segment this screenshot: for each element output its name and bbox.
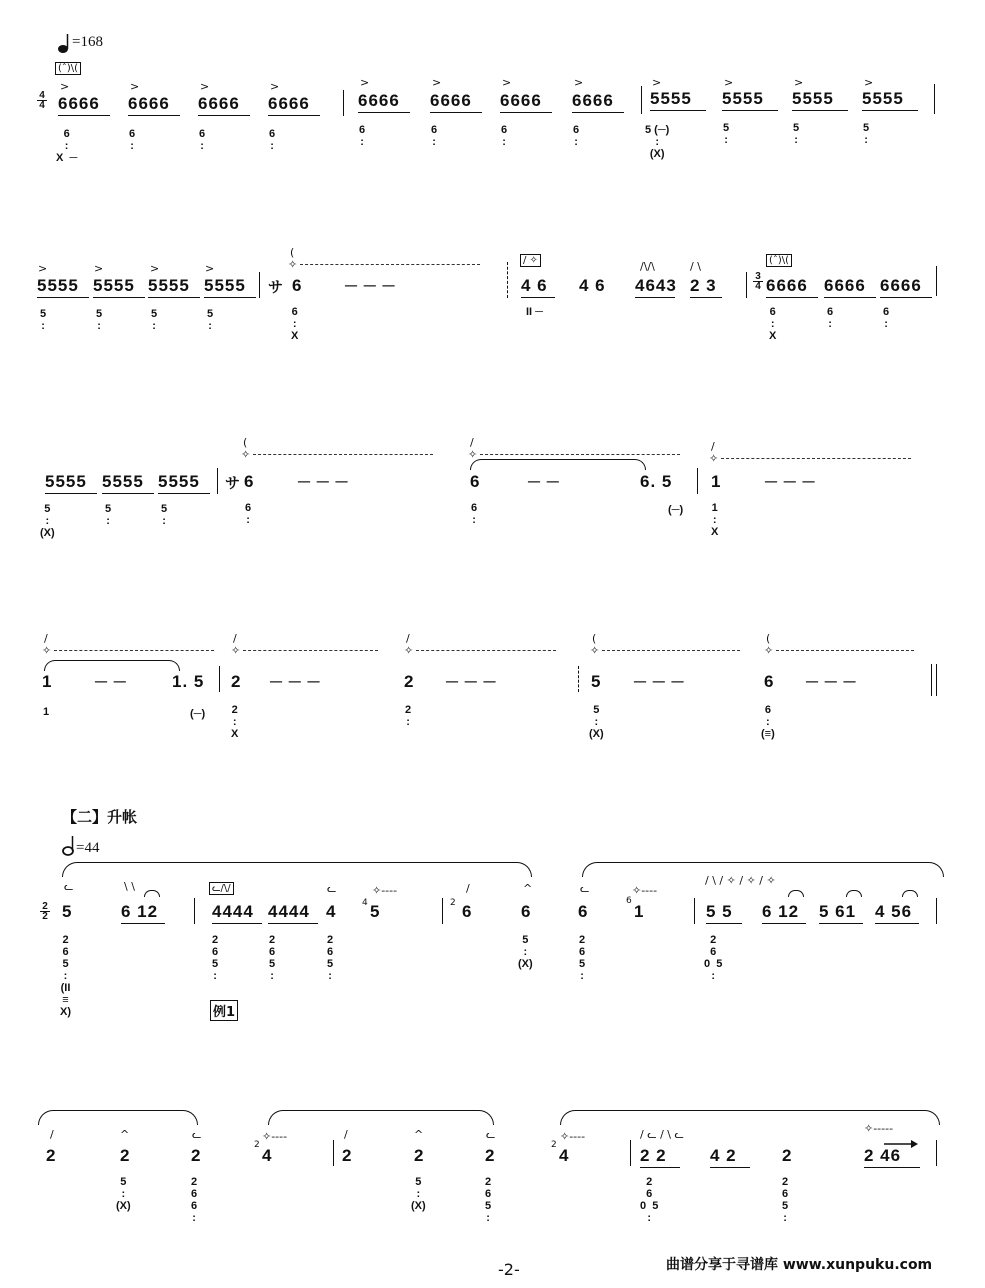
- free-meter-mark: サ: [268, 279, 285, 296]
- long-note: 5: [591, 672, 602, 691]
- arrow-icon: [884, 1134, 918, 1144]
- long-note: 6: [244, 472, 255, 491]
- articulation-mark: /\/\: [640, 260, 655, 273]
- dotted-extension: [416, 650, 556, 651]
- slur: [62, 862, 532, 877]
- bass-note: 2 6 5 :: [579, 934, 586, 982]
- articulation-mark: ^: [414, 1128, 424, 1141]
- star-mark: ✧: [404, 644, 414, 657]
- free-meter-mark: サ: [225, 475, 242, 492]
- note: 2: [120, 1146, 131, 1165]
- accent-mark: >: [864, 76, 874, 89]
- accent-mark: >: [502, 76, 512, 89]
- bass-note: 6 :: [431, 124, 438, 148]
- note: 4: [326, 902, 337, 921]
- note-group: 5555: [37, 276, 79, 295]
- dotted-extension: [253, 454, 433, 455]
- bass-note: 6 :: [827, 306, 834, 330]
- accent-mark: >: [432, 76, 442, 89]
- note-group: 6666: [766, 276, 808, 295]
- grace-note: 6: [626, 896, 632, 906]
- bass-note: 5 (─) : (X): [645, 124, 670, 160]
- bass-note: 5 :: [161, 503, 168, 527]
- dotted-extension: [776, 650, 914, 651]
- bass-note: 6 :: [199, 128, 206, 152]
- bass-note: 6 : X: [769, 306, 777, 342]
- note-group: 4 2: [710, 1146, 737, 1165]
- articulation-mark: ᓚ: [192, 1128, 202, 1141]
- note-group: 4444: [268, 902, 310, 921]
- accent-mark: >: [652, 76, 662, 89]
- bass-note: 5 :: [151, 308, 158, 332]
- half-note-icon: [62, 836, 74, 856]
- note-group: 2 46: [864, 1146, 902, 1165]
- articulation-mark: /: [406, 632, 410, 645]
- articulation-mark: ᓚ: [580, 882, 590, 895]
- dotted-extension: [721, 458, 911, 459]
- note-group: 6666: [824, 276, 866, 295]
- hold-dashes: ─ ─: [528, 472, 560, 491]
- accent-mark: >: [360, 76, 370, 89]
- note: 2: [485, 1146, 496, 1165]
- slur: [38, 1110, 198, 1125]
- breath-mark: (: [243, 436, 248, 449]
- double-barline: [931, 664, 932, 696]
- accent-mark: >: [94, 262, 104, 275]
- articulation-mark: / ᓚ / \ ᓚ: [640, 1128, 684, 1141]
- grace-note: 4: [362, 898, 368, 908]
- star-mark: ✧: [709, 452, 719, 465]
- note-group: 5 61: [819, 902, 857, 921]
- note-group: 5555: [650, 89, 692, 108]
- barline: [442, 898, 443, 924]
- barline: [641, 86, 642, 114]
- note-group: 6 12: [121, 902, 159, 921]
- bass-note: 6 :: [501, 124, 508, 148]
- note: 2: [414, 1146, 425, 1165]
- note-group: 2 3: [690, 276, 717, 295]
- note-group: 6666: [430, 91, 472, 110]
- articulation-mark: /: [711, 440, 715, 453]
- barline: [694, 898, 695, 924]
- bass-note: (─): [190, 708, 206, 720]
- tie: [902, 890, 918, 897]
- note: 2: [782, 1146, 793, 1165]
- note-group: 5555: [102, 472, 144, 491]
- bass-note: 6 :: [129, 128, 136, 152]
- tempo-marking-1: =168: [72, 34, 103, 50]
- articulation-mark: /: [233, 632, 237, 645]
- long-note: 6: [764, 672, 775, 691]
- breath-mark: (: [290, 246, 295, 259]
- note-group: 6666: [572, 91, 614, 110]
- star-mark: ✧: [241, 448, 251, 461]
- bass-note: 5 : (X): [589, 704, 604, 740]
- star-mark: ✧----: [632, 884, 658, 897]
- bass-note: 5 :: [863, 122, 870, 146]
- accent-mark: >: [150, 262, 160, 275]
- accent-mark: >: [130, 80, 140, 93]
- articulation-mark: ᓚ: [64, 880, 74, 893]
- star-mark: ✧-----: [864, 1122, 894, 1135]
- note-group: 6666: [268, 94, 310, 113]
- long-note: 6: [292, 276, 303, 295]
- dotted-extension: [300, 264, 480, 265]
- bass-note: 2 :: [405, 704, 412, 728]
- note-group: 6. 5: [640, 472, 673, 491]
- hold-dashes: ─ ─: [95, 672, 127, 691]
- note-group: 2 2: [640, 1146, 667, 1165]
- breath-mark: (: [766, 632, 771, 645]
- gong-marking-box: (ˆ)\(: [55, 62, 81, 75]
- note-group: 5555: [158, 472, 200, 491]
- star-mark: ✧----: [372, 884, 398, 897]
- articulation-mark: /: [466, 882, 470, 895]
- note-group: 4 56: [875, 902, 913, 921]
- note: 6: [578, 902, 589, 921]
- bass-note: 2 6 6 :: [191, 1176, 198, 1224]
- time-signature-34: 3 4: [753, 272, 763, 291]
- bass-note: 2 6 0 5 :: [704, 934, 723, 982]
- gong-marking-box: (ˆ)\(: [766, 254, 792, 267]
- bass-note: 2 : X: [231, 704, 239, 740]
- hold-dashes: ─ ─ ─: [765, 472, 816, 491]
- hold-dashes: ─ ─ ─: [806, 672, 857, 691]
- barline: [343, 90, 344, 116]
- grace-note: 2: [450, 898, 456, 908]
- note: 2: [191, 1146, 202, 1165]
- note: 4: [559, 1146, 570, 1165]
- barline: [936, 266, 937, 296]
- star-mark: ✧----: [560, 1130, 586, 1143]
- note-group: 1. 5: [172, 672, 205, 691]
- barline: [259, 272, 260, 298]
- barline: [333, 1140, 334, 1166]
- accent-mark: >: [205, 262, 215, 275]
- bass-note: 5 : (X): [116, 1176, 131, 1212]
- barline: [219, 666, 220, 692]
- long-note: 1: [42, 672, 53, 691]
- time-signature-22: 2 2: [40, 902, 50, 921]
- accent-mark: >: [270, 80, 280, 93]
- note-group: 5555: [862, 89, 904, 108]
- bass-note: 5 :: [105, 503, 112, 527]
- bass-note: 5 :: [207, 308, 214, 332]
- barline: [194, 898, 195, 924]
- accent-mark: >: [724, 76, 734, 89]
- note: 6: [462, 902, 473, 921]
- articulation-mark: /: [344, 1128, 348, 1141]
- barline: [630, 1140, 631, 1166]
- articulation-mark: /: [50, 1128, 54, 1141]
- articulation-mark: / \ / ✧ / ✧ / ✧: [705, 874, 776, 887]
- tempo-marking-2: =44: [76, 840, 100, 856]
- note-group: 5 5: [706, 902, 733, 921]
- slur: [470, 459, 646, 470]
- bass-note: 5 :: [40, 308, 47, 332]
- note: 6: [521, 902, 532, 921]
- time-signature-44: 4 4: [37, 91, 47, 110]
- star-mark: ✧: [590, 644, 600, 657]
- dotted-extension: [243, 650, 378, 651]
- long-note: 1: [711, 472, 722, 491]
- long-note: 2: [231, 672, 242, 691]
- note-group: 5555: [204, 276, 246, 295]
- note-group: 5555: [792, 89, 834, 108]
- double-barline: [936, 664, 937, 696]
- hold-dashes: ─ ─ ─: [298, 472, 349, 491]
- dotted-extension: [480, 454, 680, 455]
- bass-note: 6 :: [359, 124, 366, 148]
- barline: [936, 898, 937, 924]
- grace-note: 2: [551, 1140, 557, 1150]
- gong-marking-box: / ✧: [520, 254, 541, 267]
- articulation-mark: / \: [690, 260, 701, 273]
- bass-note: 2 6 0 5 :: [640, 1176, 659, 1224]
- bass-note: 6 :: [269, 128, 276, 152]
- bass-note: 2 6 5 :: [485, 1176, 492, 1224]
- star-mark: ✧: [468, 448, 478, 461]
- articulation-mark: /: [470, 436, 474, 449]
- hold-dashes: ─ ─ ─: [345, 276, 396, 295]
- site-credit: 曲谱分享于寻谱库 www.xunpuku.com: [666, 1257, 933, 1273]
- breath-mark: (: [592, 632, 597, 645]
- long-note: 6: [470, 472, 481, 491]
- barline: [936, 1140, 937, 1166]
- barline: [578, 666, 579, 692]
- note-group: 4643: [635, 276, 677, 295]
- note: 2: [342, 1146, 353, 1165]
- bass-note: 2 6 5 :: [327, 934, 334, 982]
- note-group: 5555: [148, 276, 190, 295]
- note: 1: [634, 902, 645, 921]
- star-mark: ✧: [764, 644, 774, 657]
- accent-mark: >: [574, 76, 584, 89]
- page-number: -2-: [498, 1260, 520, 1279]
- bass-note: 6 : X ─: [56, 128, 78, 164]
- tie: [144, 890, 160, 897]
- articulation-mark: /: [44, 632, 48, 645]
- note-group: 6 12: [762, 902, 800, 921]
- bass-note: 6 :: [471, 502, 478, 526]
- articulation-mark: ᓚ: [327, 882, 337, 895]
- barline: [934, 84, 935, 114]
- bass-note: 1: [43, 706, 50, 718]
- accent-mark: >: [200, 80, 210, 93]
- long-note: 2: [404, 672, 415, 691]
- note-group: 5555: [722, 89, 764, 108]
- note: 5: [370, 902, 381, 921]
- note-group: 4 6: [521, 276, 548, 295]
- star-mark: ✧----: [262, 1130, 288, 1143]
- bass-note: 6 : X: [291, 306, 299, 342]
- bass-note: 5 : (X): [518, 934, 533, 970]
- bass-note: 5 :: [723, 122, 730, 146]
- articulation-mark: ^: [523, 882, 533, 895]
- note: 5: [62, 902, 73, 921]
- tie: [788, 890, 804, 897]
- bass-note: II ─: [526, 306, 543, 318]
- star-mark: ✧: [231, 644, 241, 657]
- articulation-mark: ᓚ: [486, 1128, 496, 1141]
- articulation-mark: ^: [120, 1128, 130, 1141]
- barline: [507, 262, 508, 298]
- note: 2: [46, 1146, 57, 1165]
- star-mark: ✧: [288, 258, 298, 271]
- note-group: 5555: [93, 276, 135, 295]
- bass-note: 5 : (X): [411, 1176, 426, 1212]
- articulation-mark: \ \: [124, 880, 135, 893]
- barline: [746, 272, 747, 298]
- gong-marking-box: ᓚ/\/: [209, 882, 234, 895]
- note-group: 6666: [198, 94, 240, 113]
- barline: [217, 468, 218, 494]
- accent-mark: >: [38, 262, 48, 275]
- bass-note: 2 6 5 : (II ≡ X): [60, 934, 71, 1018]
- dotted-extension: [54, 650, 214, 651]
- slur: [44, 660, 180, 671]
- bass-note: 6 : (≡): [761, 704, 775, 740]
- grace-note: 2: [254, 1140, 260, 1150]
- bass-note: 6 :: [573, 124, 580, 148]
- star-mark: ✧: [42, 644, 52, 657]
- note-group: 4 6: [579, 276, 606, 295]
- bass-note: 6 :: [883, 306, 890, 330]
- hold-dashes: ─ ─ ─: [634, 672, 685, 691]
- bass-note: 2 6 5 :: [212, 934, 219, 982]
- bass-note: 5 : (X): [40, 503, 55, 539]
- bass-note: 1 : X: [711, 502, 719, 538]
- barline: [697, 468, 698, 494]
- hold-dashes: ─ ─ ─: [270, 672, 321, 691]
- bass-note: 6 :: [245, 502, 252, 526]
- note-group: 6666: [500, 91, 542, 110]
- accent-mark: >: [60, 80, 70, 93]
- bass-note: 2 6 5 :: [269, 934, 276, 982]
- note-group: 5555: [45, 472, 87, 491]
- example-label: 例1: [210, 1000, 238, 1021]
- half-note-icon: [57, 34, 69, 54]
- note-group: 4444: [212, 902, 254, 921]
- bass-note: 5 :: [96, 308, 103, 332]
- note-group: 6666: [880, 276, 922, 295]
- bass-note: (─): [668, 504, 684, 516]
- note-group: 6666: [58, 94, 100, 113]
- tie: [846, 890, 862, 897]
- dotted-extension: [602, 650, 740, 651]
- bass-note: 5 :: [793, 122, 800, 146]
- slur: [268, 1110, 494, 1125]
- bass-note: 2 6 5 :: [782, 1176, 789, 1224]
- section-title: 【二】升帐: [62, 808, 138, 826]
- note-group: 6666: [358, 91, 400, 110]
- hold-dashes: ─ ─ ─: [446, 672, 497, 691]
- accent-mark: >: [794, 76, 804, 89]
- note: 4: [262, 1146, 273, 1165]
- note-group: 6666: [128, 94, 170, 113]
